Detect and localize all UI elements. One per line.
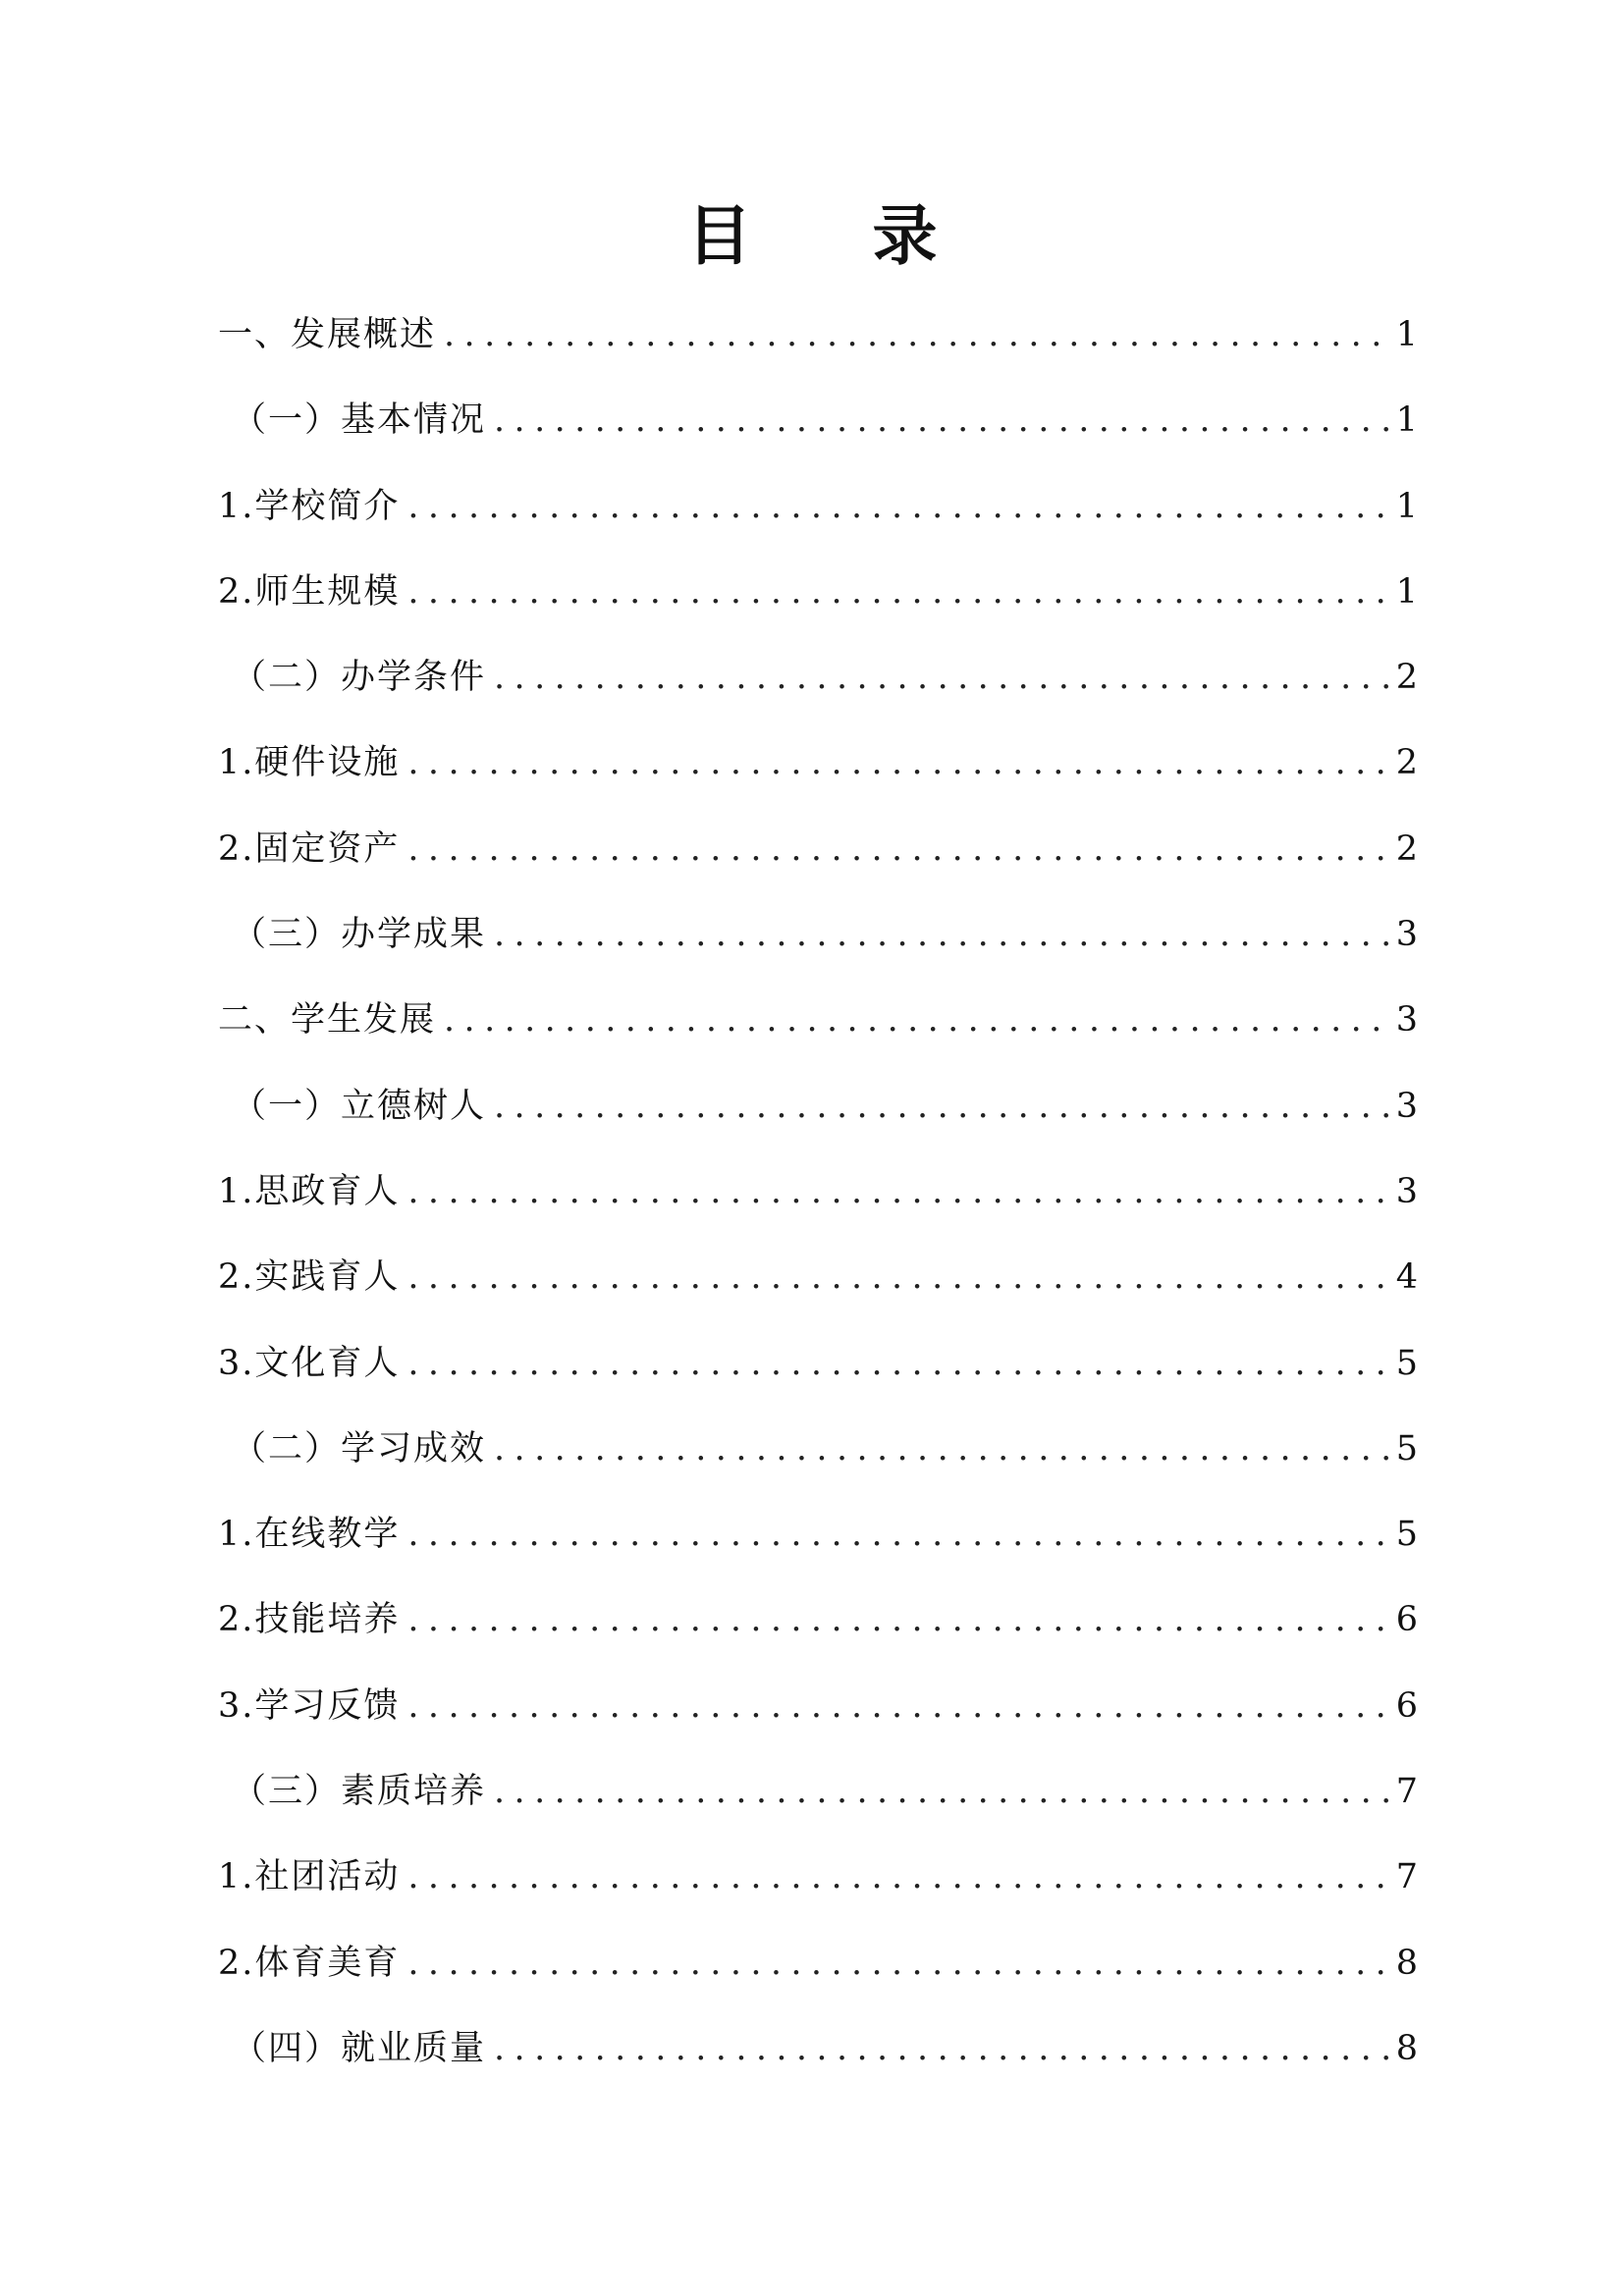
toc-leader-dots	[407, 1235, 1387, 1320]
toc-entry-page: 3	[1395, 1000, 1418, 1041]
toc-entry-label: 2.技能培养	[218, 1600, 401, 1640]
toc-entry[interactable]	[218, 1149, 1418, 1235]
toc-entry[interactable]	[218, 807, 1418, 892]
toc-leader-dots	[407, 1835, 1387, 1920]
toc-entry-label: 1.在线教学	[218, 1515, 401, 1555]
toc-entry-label: 二、学生发展	[218, 1000, 437, 1041]
toc-leader-dots	[407, 1149, 1387, 1235]
toc-entry[interactable]	[218, 1492, 1418, 1577]
toc-entry[interactable]	[218, 1835, 1418, 1920]
toc-entry-label: 1.硬件设施	[218, 743, 401, 783]
toc-entry-page: 2	[1395, 743, 1418, 783]
toc-entry-label: 1.社团活动	[218, 1857, 401, 1897]
toc-entry[interactable]	[218, 1407, 1418, 1492]
toc-entry-label: （一）基本情况	[232, 400, 487, 441]
toc-leader-dots	[407, 721, 1387, 806]
toc-entry[interactable]	[218, 1321, 1418, 1407]
toc-leader-dots	[407, 807, 1387, 892]
toc-entry-label: 一、发展概述	[218, 315, 437, 354]
toc-entry-label: 2.实践育人	[218, 1257, 401, 1298]
toc-entry-page: 7	[1395, 1857, 1418, 1897]
toc-leader-dots	[494, 635, 1388, 721]
toc-entry-page: 1	[1395, 400, 1418, 441]
toc-entry-label: 2.师生规模	[218, 571, 401, 612]
toc-entry[interactable]	[218, 1664, 1418, 1749]
toc-leader-dots	[494, 1064, 1388, 1149]
toc-entry[interactable]	[218, 1749, 1418, 1835]
toc-entry-label: 2.固定资产	[218, 828, 401, 869]
toc-leader-dots	[407, 1664, 1387, 1749]
toc-entry-label: （二）办学条件	[232, 658, 487, 698]
toc-entry-label: （三）素质培养	[232, 1772, 487, 1812]
toc-entry-label: 1.思政育人	[218, 1171, 401, 1211]
toc-leader-dots	[407, 1921, 1387, 2006]
toc-entry[interactable]	[218, 2006, 1418, 2092]
toc-entry-page: 5	[1395, 1515, 1418, 1555]
toc-entry[interactable]	[218, 378, 1418, 463]
toc-entry-page: 4	[1395, 1257, 1418, 1298]
toc-entry[interactable]	[218, 1235, 1418, 1320]
toc-entry[interactable]	[218, 550, 1418, 635]
toc-leader-dots	[407, 1577, 1387, 1663]
toc-entry-page: 1	[1395, 315, 1418, 354]
toc-entry-page: 2	[1395, 658, 1418, 698]
toc-entry-page: 7	[1395, 1772, 1418, 1812]
toc-entry-page: 6	[1395, 1685, 1418, 1726]
toc-leader-dots	[444, 293, 1388, 378]
toc-entry[interactable]	[218, 635, 1418, 721]
toc-leader-dots	[407, 1321, 1387, 1407]
toc-entry[interactable]	[218, 1921, 1418, 2006]
toc-leader-dots	[494, 1407, 1388, 1492]
toc-entry-page: 5	[1395, 1343, 1418, 1383]
toc-entry[interactable]	[218, 1577, 1418, 1663]
toc-entry[interactable]	[218, 978, 1418, 1063]
toc-entry-label: （三）办学成果	[232, 915, 487, 955]
toc-leader-dots	[444, 978, 1388, 1063]
page-title: 目 录	[686, 198, 987, 274]
toc-entry[interactable]	[218, 293, 1418, 378]
toc-entry-page: 3	[1395, 1086, 1418, 1126]
toc-entry[interactable]	[218, 464, 1418, 550]
toc-entry-page: 1	[1395, 571, 1418, 612]
toc-leader-dots	[494, 892, 1388, 978]
toc-entry-page: 3	[1395, 1171, 1418, 1211]
toc-entry[interactable]	[218, 1064, 1418, 1149]
toc-entry-label: 2.体育美育	[218, 1943, 401, 1983]
toc-leader-dots	[494, 1749, 1388, 1835]
toc-entry-page: 5	[1395, 1428, 1418, 1468]
toc-entry-label: （二）学习成效	[232, 1428, 487, 1468]
toc-entry-label: （一）立德树人	[232, 1086, 487, 1126]
toc-entry-page: 6	[1395, 1600, 1418, 1640]
table-of-contents	[218, 293, 1418, 2092]
toc-entry-label: 1.学校简介	[218, 486, 401, 526]
toc-entry-page: 2	[1395, 828, 1418, 869]
toc-entry[interactable]	[218, 721, 1418, 806]
toc-entry-label: 3.文化育人	[218, 1343, 401, 1383]
toc-leader-dots	[407, 550, 1387, 635]
toc-entry-page: 8	[1395, 2028, 1418, 2068]
toc-leader-dots	[494, 378, 1388, 463]
toc-entry-label: （四）就业质量	[232, 2028, 487, 2068]
toc-entry-page: 8	[1395, 1943, 1418, 1983]
toc-leader-dots	[407, 464, 1387, 550]
toc-entry[interactable]	[218, 892, 1418, 978]
toc-entry-label: 3.学习反馈	[218, 1685, 401, 1726]
toc-entry-page: 1	[1395, 486, 1418, 526]
toc-entry-page: 3	[1395, 915, 1418, 955]
toc-leader-dots	[407, 1492, 1387, 1577]
toc-leader-dots	[494, 2006, 1388, 2092]
